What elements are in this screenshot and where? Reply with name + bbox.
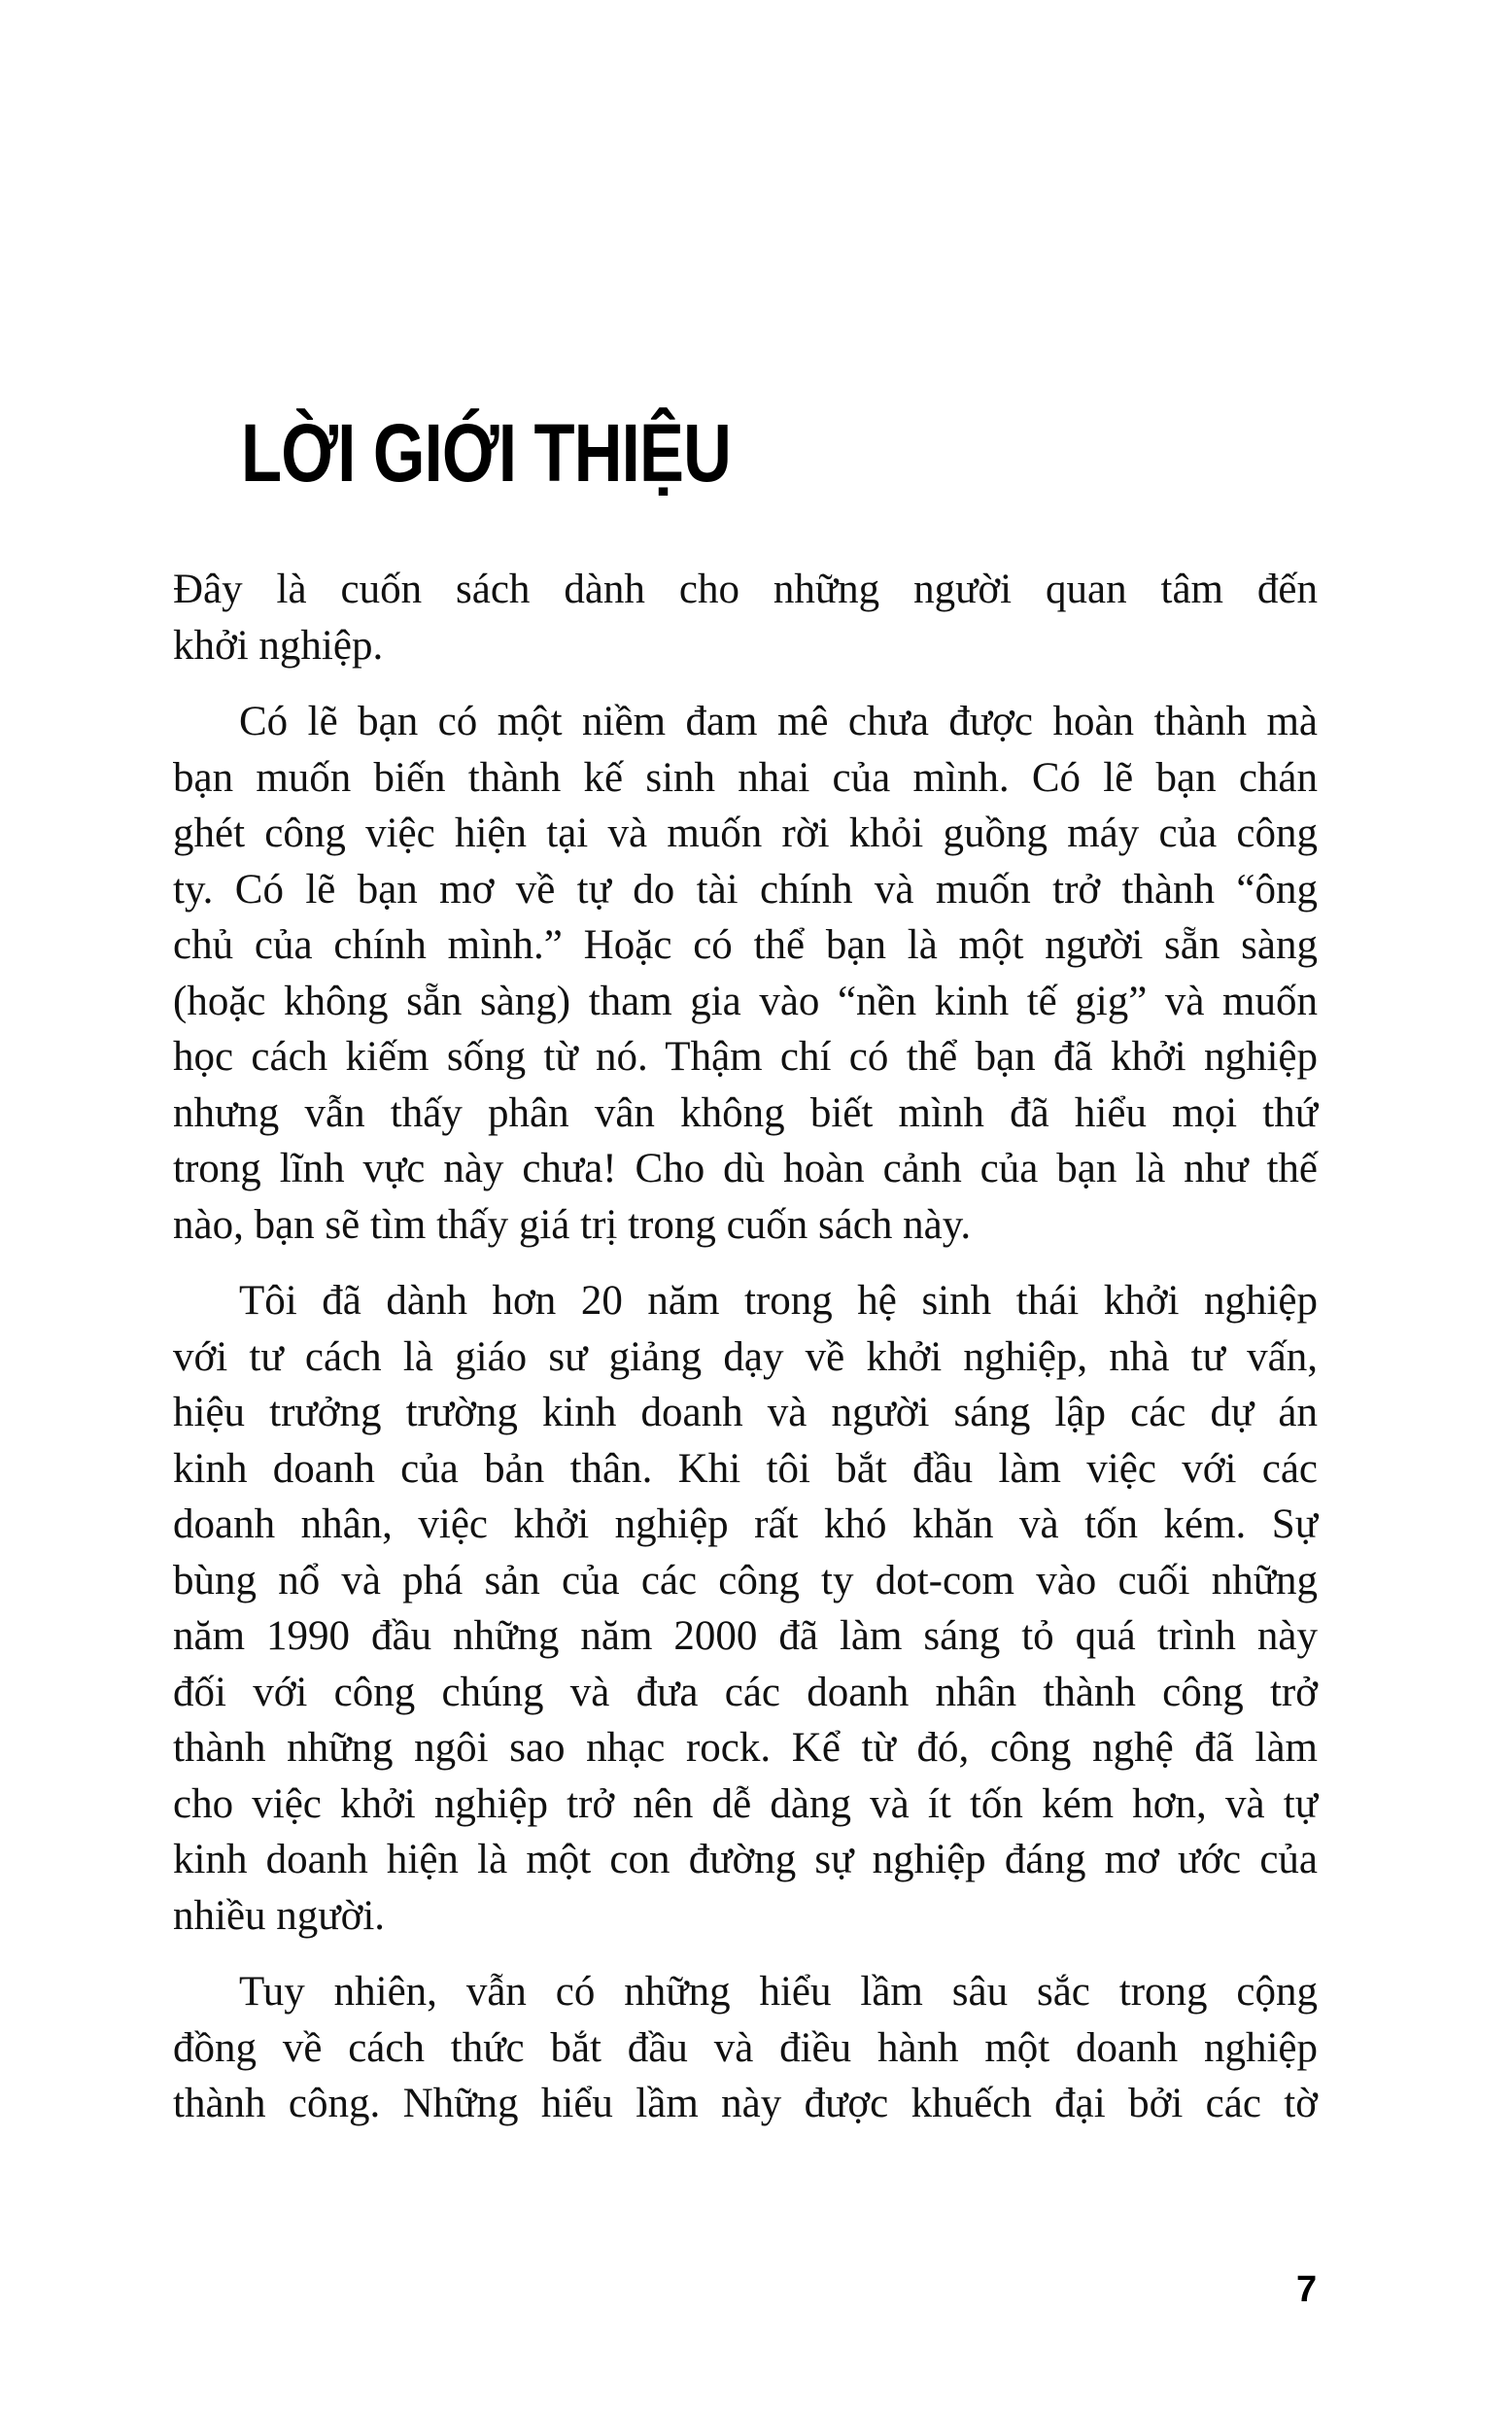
text-line: năm 1990 đầu những năm 2000 đã làm sáng tỏ quá trình này [173,1613,1318,1659]
paragraph [173,562,1318,673]
text-line: kinh doanh của bản thân. Khi tôi bắt đầu làm việc với các [173,1445,1318,1492]
page-number: 7 [1296,2269,1318,2310]
paragraph [173,1273,1318,1944]
text-line: học cách kiếm sống từ nó. Thậm chí có thể bạn đã khởi nghiệp [173,1034,1318,1080]
text-line: doanh nhân, việc khởi nghiệp rất khó khăn và tốn kém. Sự [173,1501,1318,1547]
text-line: Có lẽ bạn có một niềm đam mê chưa được hoàn thành mà [239,699,1318,744]
text-line: bạn muốn biến thành kế sinh nhai của mình. Có lẽ bạn chán [173,754,1318,801]
paragraph [173,1964,1318,2132]
text-line: kinh doanh hiện là một con đường sự nghiệp đáng mơ ước của [173,1837,1318,1882]
paragraph [173,694,1318,1253]
text-line: thành công. Những hiểu lầm này được khuếch đại bởi các tờ [173,2081,1318,2126]
text-line: cho việc khởi nghiệp trở nên dễ dàng và ít tốn kém hơn, và tự [173,1780,1318,1827]
text-line: (hoặc không sẵn sàng) tham gia vào “nền kinh tế gig” và muốn [173,978,1318,1024]
text-line: Đây là cuốn sách dành cho những người quan tâm đến [173,567,1318,612]
text-line: ghét công việc hiện tại và muốn rời khỏi guồng máy của công [173,810,1318,856]
text-line: nhưng vẫn thấy phân vân không biết mình đã hiểu mọi thứ [173,1089,1318,1136]
text-line: đối với công chúng và đưa các doanh nhân thành công trở [173,1669,1318,1715]
text-line: với tư cách là giáo sư giảng dạy về khởi nghiệp, nhà tư vấn, [173,1333,1318,1380]
text-line: ty. Có lẽ bạn mơ về tự do tài chính và muốn trở thành “ông [173,866,1318,913]
text-line: thành những ngôi sao nhạc rock. Kể từ đó, công nghệ đã làm [173,1725,1318,1771]
text-line: chủ của chính mình.” Hoặc có thể bạn là một người sẵn sàng [173,922,1318,968]
text-line: khởi nghiệp. [173,622,384,669]
text-line: bùng nổ và phá sản của các công ty dot-com vào cuối những [173,1557,1318,1604]
text-line: nào, bạn sẽ tìm thấy giá trị trong cuốn sách này. [173,1201,972,1248]
chapter-title: LỜI GIỚI THIỆU [241,407,732,500]
body-text [173,562,1318,2153]
text-line: đồng về cách thức bắt đầu và điều hành một doanh nghiệp [173,2024,1318,2071]
text-line: Tuy nhiên, vẫn có những hiểu lầm sâu sắc trong cộng [239,1969,1318,2015]
text-line: nhiều người. [173,1892,386,1939]
text-line: hiệu trưởng trường kinh doanh và người sáng lập các dự án [173,1390,1318,1435]
text-line: trong lĩnh vực này chưa! Cho dù hoàn cảnh của bạn là như thế [173,1146,1318,1191]
text-line: Tôi đã dành hơn 20 năm trong hệ sinh thái khởi nghiệp [239,1278,1318,1324]
